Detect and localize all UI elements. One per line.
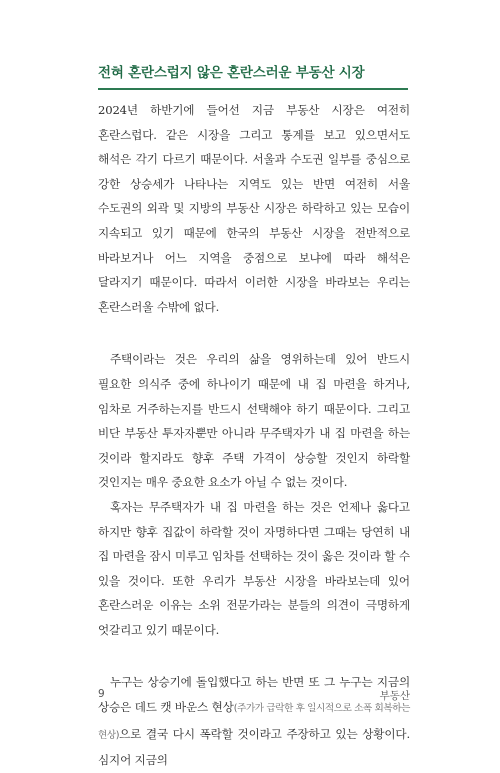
section-heading-block	[98, 64, 408, 90]
section-heading: 전혀 혼란스럽지 않은 혼란스러운 부동산 시장	[98, 65, 365, 81]
paragraph-3: 혹자는 무주택자가 내 집 마련을 하는 것은 언제나 옳다고 하지만 향후 집값이 하락할 것이 자명하다면 그때는 당연히 내 집 마련을 잠시 미루고 임차를 선택하는 것이 옳은 것이라 할 수 있을 것이다. 또한 우리가 부동산 시장을 바라보는데 있어 혼란스러운 이유는 소위 전문가라는 분들의 의견이 극명하게 엇갈리고 있기 때문이다.	[98, 499, 410, 637]
paragraph-4-text-start: 누구는 상승기에 돌입했다고 하는 반면 또 그 누구는 지금의 상승은 데드 캣 바운스 현상	[98, 675, 410, 715]
heading-underline	[98, 88, 408, 90]
paragraph-spacer	[98, 642, 410, 670]
page-number: 9	[98, 688, 105, 700]
paragraph-1: 2024년 하반기에 들어선 지금 부동산 시장은 여전히 혼란스럽다. 같은 시장을 그리고 통계를 보고 있으면서도 해석은 각기 다르기 때문이다. 서울과 수도권 일부를 중심으로 강한 상승세가 나타나는 지역도 있는 반면 여전히 서울 수도권의 외곽 및 지방의 부동산 시장은 하락하고 있는 모습이 지속되고 있기 때문에 한국의 부동산 시장을 전반적으로 바라보거나 어느 지역을 중점으로 보냐에 따라 해석은 달라지기 때문이다. 따라서 이러한 시장을 바라보는 우리는 혼란스러울 수밖에 없다.	[98, 103, 410, 314]
body-text	[98, 98, 410, 773]
running-footer-title: 부동산	[379, 690, 410, 702]
paragraph-4	[98, 670, 410, 772]
paragraph-2: 주택이라는 것은 우리의 삶을 영위하는데 있어 반드시 필요한 의식주 중에 하나이기 때문에 내 집 마련을 하거나, 임차로 거주하는지를 반드시 선택해야 하기 때문이다. 그리고 비단 부동산 투자자뿐만 아니라 무주택자가 내 집 마련을 하는 것이라 할지라도 향후 주택 가격이 상승할 것인지 하락할 것인지는 매우 중요한 요소가 아닐 수 없는 것이다.	[98, 352, 410, 490]
paragraph-4-text-end: 으로 결국 다시 폭락할 것이라고 주장하고 있는 상황이다. 심지어 지금의	[98, 726, 410, 768]
term-definition-note: (주가가 급락한 후 일시적으로 소폭 회복하는 현상)	[98, 703, 410, 741]
paragraph-spacer	[98, 319, 410, 347]
